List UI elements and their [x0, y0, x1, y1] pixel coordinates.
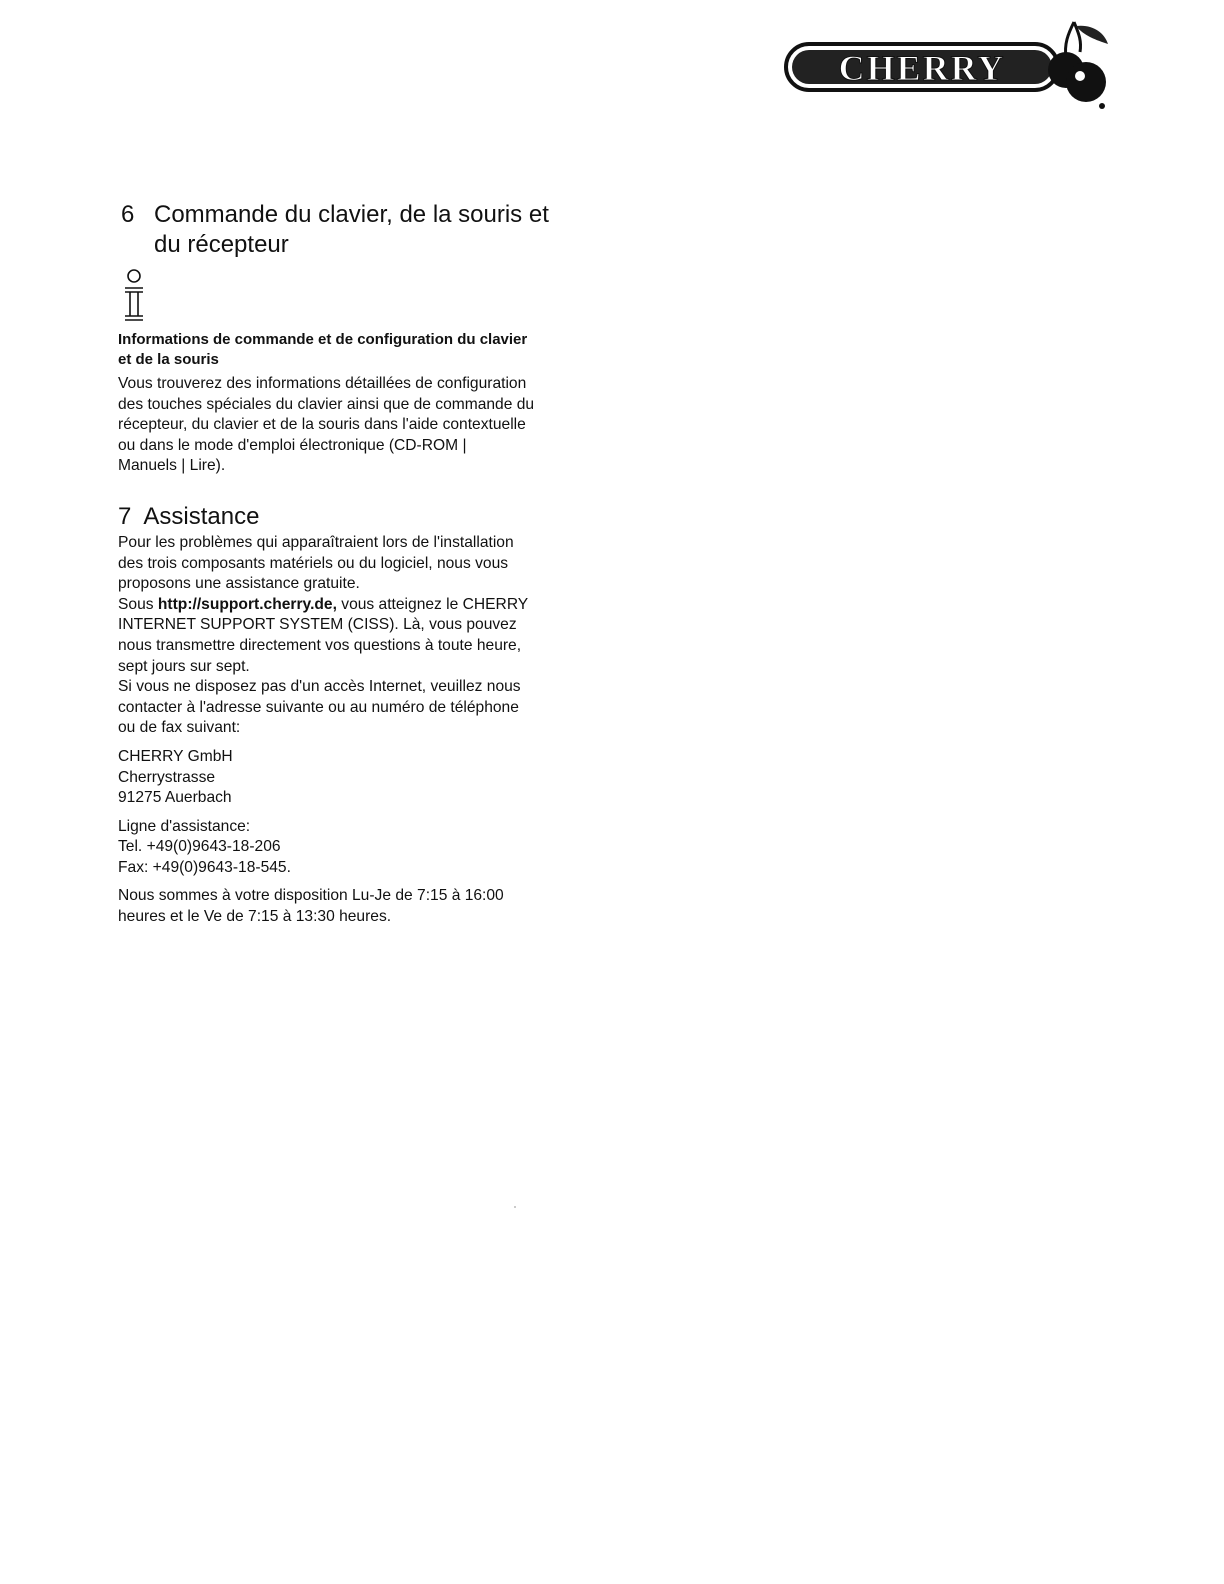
note-title: Informations de commande et de configuration du clavier et de la souris [118, 331, 528, 368]
intro-paragraph: Pour les problèmes qui apparaîtraient lors de l'installation des trois composants matériels ou du logiciel, nous vous proposons une assistance gratuite. Sous http://support.cherry.de, vous atteignez le CHERRY INTERNET SUPPORT SYSTEM (CISS). Là, vous pouvez nous transmettre directement vos questions à toute heure, sept jours sur sept. Si vous ne disposez pas d'un accès Internet, veuillez nous contacter à l'adresse suivante ou au numéro de téléphone ou de fax suivant: [118, 533, 529, 737]
svg-text:CHERRY: CHERRY [838, 48, 1006, 88]
content-column [118, 200, 578, 928]
section-7-number: 7 [118, 502, 132, 530]
section-7-heading [118, 503, 578, 531]
section-6-number: 6 [121, 201, 135, 228]
hours-paragraph: Nous sommes à votre disposition Lu-Je de 7:15 à 16:00 heures et le Ve de 7:15 à 13:30 heures. [118, 887, 504, 926]
hotline-block [118, 817, 578, 879]
section-6-title-line1: Commande du clavier, de la souris et [154, 201, 549, 228]
section-6-title-line2: du récepteur [154, 231, 289, 258]
cherry-logo [782, 18, 1122, 110]
section-7-title: Assistance [143, 502, 260, 530]
note-body: Vous trouverez des informations détaillées de configuration des touches spéciales du clavier ainsi que de commande du récepteur, du clavier et de la souris dans l'aide contextuelle ou dans le mode d'emploi électronique (CD-ROM | Manuels | Lire). [118, 375, 535, 475]
fax: Fax: +49(0)9643-18-545. [118, 858, 291, 876]
support-url-link[interactable]: http://support.cherry.de, [157, 595, 337, 613]
telephone: Tel. +49(0)9643-18-206 [118, 838, 281, 856]
address-block: CHERRY GmbH Cherrystrasse 91275 Auerbach [118, 747, 233, 807]
hotline-label: Ligne d'assistance: [118, 817, 251, 835]
scan-speck [514, 1206, 516, 1208]
section-6-heading [118, 200, 578, 260]
info-icon [121, 268, 147, 324]
section-7 [118, 503, 578, 928]
